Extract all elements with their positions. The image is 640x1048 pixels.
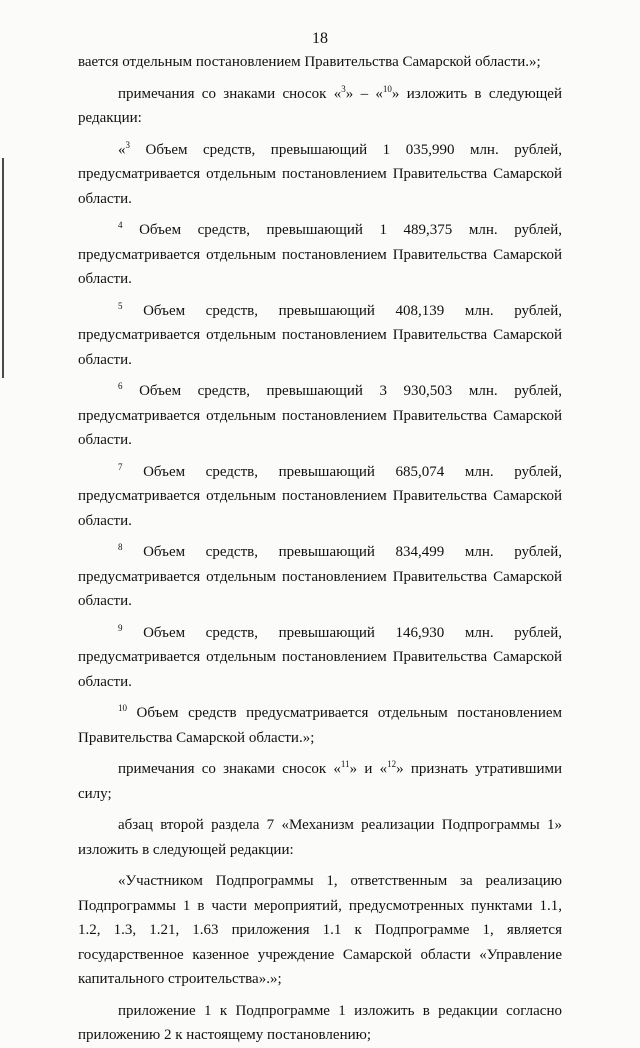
- footnote-marker: 11: [340, 759, 350, 769]
- paragraph-appendix: приложение 1 к Подпрограмме 1 изложить в редакции согласно приложению 2 к настоящему постановлению;: [78, 1002, 562, 1043]
- footnote-text: Объем средств, превышающий 1 035,990 млн. рублей, предусматривается отдельным постановлением Правительства Самарской области.: [78, 141, 562, 207]
- footnote-text: Объем средств, превышающий 408,139 млн. рублей, предусматривается отдельным постановлением Правительства Самарской области.: [78, 302, 562, 368]
- footnote-marker: 3: [341, 83, 346, 94]
- footnote-7: [78, 460, 562, 534]
- footnote-text: Объем средств, превышающий 146,930 млн. рублей, предусматривается отдельным постановлением Правительства Самарской области.: [78, 624, 562, 690]
- footnote-text: Объем средств, превышающий 685,074 млн. рублей, предусматривается отдельным постановлением Правительства Самарской области.: [78, 463, 562, 529]
- text: » – «: [345, 85, 383, 102]
- paragraph-footnote-instruction: [78, 82, 562, 131]
- footnote-marker: 9: [118, 622, 123, 633]
- document-body: [78, 50, 562, 1048]
- footnote-marker: 7: [118, 461, 123, 472]
- paragraph-continuation: [78, 50, 562, 75]
- text: » и «: [349, 761, 388, 777]
- text: примечания со знаками сносок «: [118, 85, 342, 102]
- footnote-text: Объем средств, превышающий 3 930,503 млн. рублей, предусматривается отдельным постановлением Правительства Самарской области.: [78, 383, 562, 448]
- footnote-10: [78, 701, 562, 750]
- footnote-8: [78, 540, 562, 614]
- footnote-text: Объем средств, превышающий 1 489,375 млн. рублей, предусматривается отдельным постановлением Правительства Самарской области.: [78, 222, 562, 287]
- paragraph-participant: «Участником Подпрограммы 1, ответственным за реализацию Подпрограммы 1 в части мероприятий, предусмотренных пунктами 1.1, 1.2, 1.3, 1.21, 1.63 приложения 1.1 к Подпрограмме 1, является государственное казенное учреждение Самарской области «Управление капитального строительства».»;: [78, 873, 562, 987]
- footnote-text: Объем средств, превышающий 834,499 млн. рублей, предусматривается отдельным постановлением Правительства Самарской области.: [78, 544, 562, 609]
- footnote-marker: 8: [118, 542, 123, 552]
- footnote-text: Объем средств предусматривается отдельным постановлением Правительства Самарской области.»;: [78, 705, 562, 746]
- page-number: 18: [312, 30, 328, 47]
- footnote-marker: 4: [118, 220, 123, 230]
- footnote-marker: 6: [118, 381, 123, 391]
- text: примечания со знаками сносок «: [118, 761, 341, 777]
- text: вается отдельным постановлением Правительства Самарской области.»;: [78, 54, 541, 70]
- footnote-marker: 3: [125, 139, 130, 150]
- footnote-3: [78, 138, 562, 212]
- footnote-5: [78, 299, 562, 373]
- footnote-marker: 10: [118, 703, 127, 713]
- footnote-marker: 5: [118, 300, 123, 311]
- text: » признать утратившими силу;: [78, 761, 562, 802]
- paragraph-repeal-notes: [78, 757, 562, 806]
- footnote-6: [78, 379, 562, 453]
- footnote-4: [78, 218, 562, 292]
- footnote-9: [78, 621, 562, 695]
- footnote-marker: 10: [382, 83, 392, 94]
- scan-edge-mark: [2, 158, 4, 378]
- paragraph-section-7: абзац второй раздела 7 «Механизм реализации Подпрограммы 1» изложить в следующей редакции:: [78, 817, 562, 858]
- text: » изложить в следующей редакции:: [78, 85, 562, 126]
- footnote-marker: 12: [387, 759, 397, 769]
- quote-open: «: [118, 141, 126, 158]
